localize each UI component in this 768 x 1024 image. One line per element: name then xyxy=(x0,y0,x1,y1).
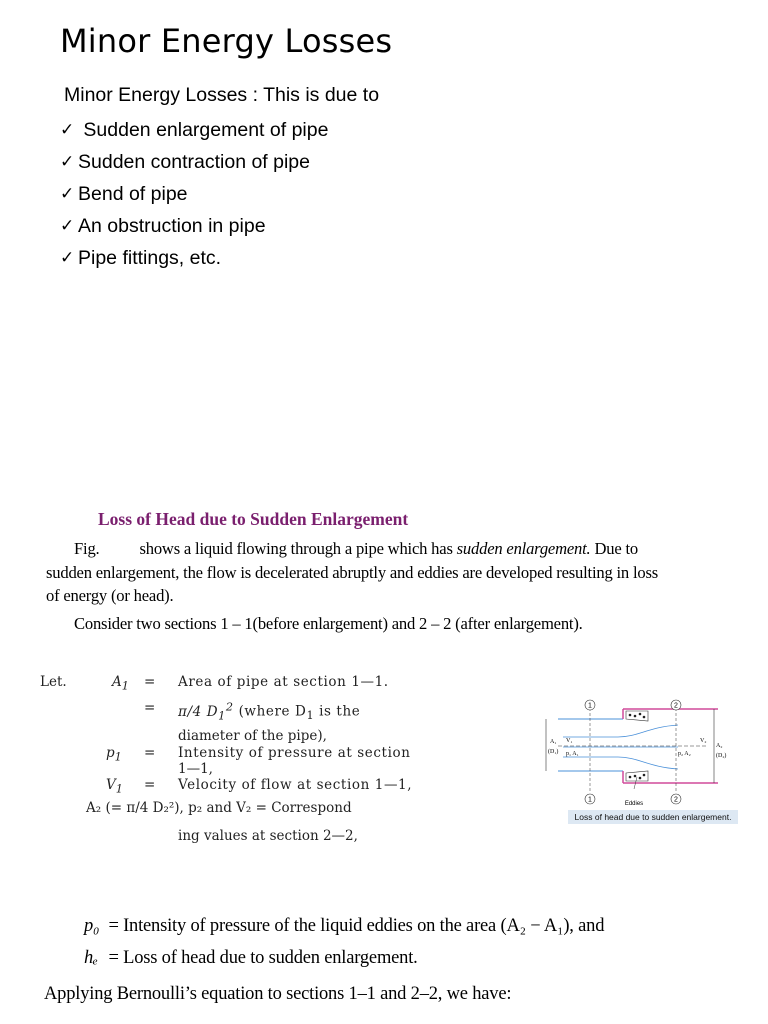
check-icon: ✓ xyxy=(60,248,75,267)
list-item-label: Pipe fittings, etc. xyxy=(78,247,222,269)
section-2-label-bottom: 2 xyxy=(674,796,678,804)
label-d2: (D₂) xyxy=(716,753,727,759)
check-icon: ✓ xyxy=(60,184,75,203)
equals-sign: = xyxy=(144,777,156,793)
section-2-label-top: 2 xyxy=(674,702,678,710)
label-p2a2: p₂ A₂ xyxy=(678,751,691,757)
let-label: Let. xyxy=(40,674,67,690)
definition-row-he xyxy=(84,948,604,980)
list-item-label: Sudden enlargement of pipe xyxy=(78,119,329,141)
paragraph-text-b: Due to sudden enlargement, the flow is decelerated abruptly and eddies are developed resulting in loss of energy (or head). xyxy=(46,539,658,605)
section-paragraph xyxy=(46,537,662,608)
definition-p1: Intensity of pressure at section xyxy=(178,745,411,761)
check-icon: ✓ xyxy=(60,152,75,171)
list-item xyxy=(60,114,328,146)
sudden-enlargement-diagram xyxy=(538,697,738,827)
check-icon: ✓ xyxy=(60,120,75,139)
list-item-label: Sudden contraction of pipe xyxy=(78,151,311,173)
definition-row-p0 xyxy=(84,916,604,948)
definition-a1: Area of pipe at section 1—1. xyxy=(178,674,389,690)
label-d1: (D₁) xyxy=(548,749,559,755)
definition-p0: = Intensity of pressure of the liquid eddies on the area (A₂ − A₁), and xyxy=(108,916,605,936)
list-item-label: An obstruction in pipe xyxy=(78,215,266,237)
equals-sign: = xyxy=(144,745,156,761)
list-item xyxy=(60,178,328,210)
bottom-definitions xyxy=(84,916,604,980)
list-item xyxy=(60,210,328,242)
equals-sign: = xyxy=(144,700,156,716)
definition-row-a2: A₂ (= π/4 D₂²), p₂ and V₂ = Correspond xyxy=(86,800,352,816)
label-a2: A₂ xyxy=(716,743,723,749)
list-item xyxy=(60,146,328,178)
figure-reference: Fig. xyxy=(74,539,100,558)
definition-p1-cont: 1—1, xyxy=(178,761,213,777)
section-1-label-top: 1 xyxy=(588,702,592,710)
symbol-v1: $V_1$ xyxy=(106,777,123,796)
check-icon: ✓ xyxy=(60,216,75,235)
label-eddies: Eddies xyxy=(624,801,644,807)
symbol-p1: $p_1$ xyxy=(106,745,122,764)
area-formula: π/4 $D_1^2$ (where $D_1$ is the xyxy=(178,700,361,723)
definition-diameter-line: diameter of the pipe), xyxy=(178,728,327,744)
section-heading: Loss of Head due to Sudden Enlargement xyxy=(98,509,409,529)
label-v2: V₂ xyxy=(700,738,707,744)
figure-caption: Loss of head due to sudden enlargement. xyxy=(568,810,738,824)
list-item xyxy=(60,242,328,274)
intro-text: Minor Energy Losses : This is due to xyxy=(64,84,380,106)
paragraph-emphasis: sudden enlargement. xyxy=(456,539,591,558)
label-v1: V₁ xyxy=(566,738,573,744)
definition-a2-cont: ing values at section 2—2, xyxy=(178,828,358,844)
label-a1: A₁ xyxy=(550,739,557,745)
definition-he: = Loss of head due to sudden enlargement. xyxy=(108,948,418,968)
definition-row-a1 xyxy=(40,674,389,693)
bernoulli-statement: Applying Bernoulli’s equation to sections 1–1 and 2–2, we have: xyxy=(44,984,512,1004)
label-p1a1: p₁ A₁ xyxy=(566,751,579,757)
slide-title: Minor Energy Losses xyxy=(60,22,393,60)
consider-sections-text: Consider two sections 1 – 1(before enlargement) and 2 – 2 (after enlargement). xyxy=(74,614,583,633)
symbol-a1: $A_1$ xyxy=(112,674,129,693)
definition-v1: Velocity of flow at section 1—1, xyxy=(178,777,413,793)
symbol-p0: p₀ xyxy=(84,916,100,936)
section-1-label-bottom: 1 xyxy=(588,796,592,804)
symbol-he: hₑ xyxy=(84,948,98,968)
equals-sign: = xyxy=(144,674,156,690)
paragraph-text-a: shows a liquid flowing through a pipe which has xyxy=(139,539,453,558)
list-item-label: Bend of pipe xyxy=(78,183,188,205)
cause-list xyxy=(60,114,328,274)
